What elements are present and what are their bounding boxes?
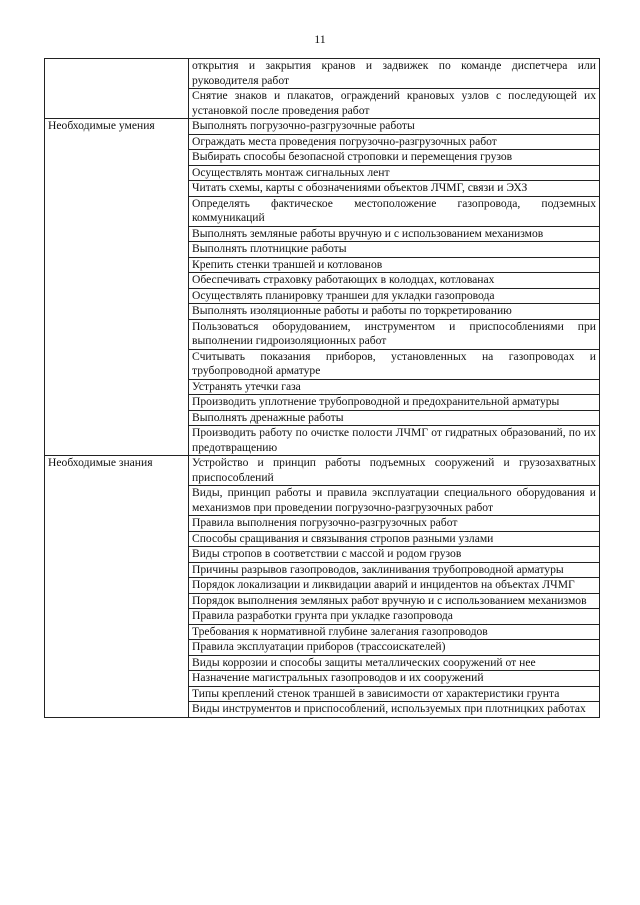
section-label [45,59,189,119]
table-cell [189,379,600,395]
table-cell [189,59,600,89]
cell-text: Читать схемы, карты с обозначениями объектов ЛЧМГ, связи и ЭХЗ [192,181,528,194]
cell-text: Выполнять дренажные работы [192,410,344,424]
cell-text: Виды инструментов и приспособлений, используемых при плотницких работах [192,702,586,715]
table-cell [189,226,600,242]
cell-text: Обеспечивать страховку работающих в колодцах, котлованах [192,273,495,286]
cell-text: Осуществлять монтаж сигнальных лент [192,165,390,179]
cell-text: Осуществлять планировку траншеи для укладки газопровода [192,288,495,302]
cell-text: Считывать показания приборов, установленных на газопроводах и трубопроводной арматуре [192,349,596,377]
table-cell [189,196,600,226]
cell-text: Правила эксплуатации приборов (трассоискателей) [192,640,446,653]
cell-text: Выполнять погрузочно-разгрузочные работы [192,119,415,132]
cell-text: Порядок локализации и ликвидации аварий и инцидентов на объектах ЛЧМГ [192,578,575,591]
cell-text: Производить уплотнение трубопроводной и предохранительной арматуры [192,395,560,408]
table-cell [189,671,600,687]
cell-text: Выполнять плотницкие работы [192,242,347,255]
cell-text: Назначение магистральных газопроводов и их сооружений [192,671,484,684]
table-cell [189,150,600,166]
table-cell [189,257,600,273]
table-cell [189,242,600,258]
table-cell [189,319,600,349]
table-cell [189,165,600,181]
section-label: Необходимые умения [45,119,189,456]
cell-text: Крепить стенки траншей и котлованов [192,257,383,271]
table-cell [189,640,600,656]
table-cell [189,578,600,594]
table-cell [189,562,600,578]
cell-text: Причины разрывов газопроводов, заклинивания трубопроводной арматуры [192,562,564,576]
table-cell [189,181,600,197]
cell-text: Правила разработки грунта при укладке газопровода [192,609,453,622]
cell-text: Способы сращивания и связывания стропов разными узлами [192,531,494,545]
table-cell [189,288,600,304]
table-cell [189,655,600,671]
cell-text: Порядок выполнения земляных работ вручную и с использованием механизмов [192,593,587,607]
cell-text: Виды, принцип работы и правила эксплуатации специального оборудования и механизмов при проведении погрузочно-разгрузочных работ [192,486,596,514]
table-cell [189,349,600,379]
table-row [45,59,600,89]
table-cell [189,395,600,411]
section-label: Необходимые знания [45,456,189,718]
table-cell [189,456,600,486]
table-row [45,119,600,135]
cell-text: Выполнять изоляционные работы и работы по торкретированию [192,304,512,317]
table-cell [189,119,600,135]
table-row [45,456,600,486]
cell-text: Виды коррозии и способы защиты металлических сооружений от нее [192,655,536,669]
table-cell [189,486,600,516]
competency-table [44,58,600,718]
table-cell [189,609,600,625]
cell-text: Определять фактическое местоположение газопровода, подземных коммуникаций [192,196,596,224]
cell-text: Снятие знаков и плакатов, ограждений крановых узлов с последующей их установкой после проведения работ [192,89,596,117]
cell-text: Производить работу по очистке полости ЛЧМГ от гидратных образований, по их предотвращению [192,426,596,454]
table-body [45,59,600,718]
table-cell [189,702,600,718]
table-cell [189,531,600,547]
table-cell [189,516,600,532]
cell-text: Устранять утечки газа [192,379,301,393]
cell-text: Устройство и принцип работы подъемных сооружений и грузозахватных приспособлений [192,456,596,484]
cell-text: Требования к нормативной глубине залегания газопроводов [192,624,488,638]
table-cell [189,593,600,609]
cell-text: Ограждать места проведения погрузочно-разгрузочных работ [192,134,497,148]
table-cell [189,273,600,289]
table-cell [189,89,600,119]
table-cell [189,410,600,426]
table-cell [189,304,600,320]
cell-text: Выполнять земляные работы вручную и с использованием механизмов [192,226,544,240]
page-number: 11 [314,32,326,46]
table-cell [189,686,600,702]
cell-text: открытия и закрытия кранов и задвижек по команде диспетчера или руководителя работ [192,59,596,87]
cell-text: Выбирать способы безопасной строповки и перемещения грузов [192,150,513,163]
cell-text: Пользоваться оборудованием, инструментом и приспособлениями при выполнении гидроизоляционных работ [192,319,596,347]
table-cell [189,624,600,640]
table-cell [189,426,600,456]
table-cell [189,547,600,563]
table-cell [189,134,600,150]
cell-text: Типы креплений стенок траншей в зависимости от характеристики грунта [192,686,560,700]
cell-text: Правила выполнения погрузочно-разгрузочных работ [192,516,458,529]
cell-text: Виды стропов в соответствии с массой и родом грузов [192,547,462,560]
